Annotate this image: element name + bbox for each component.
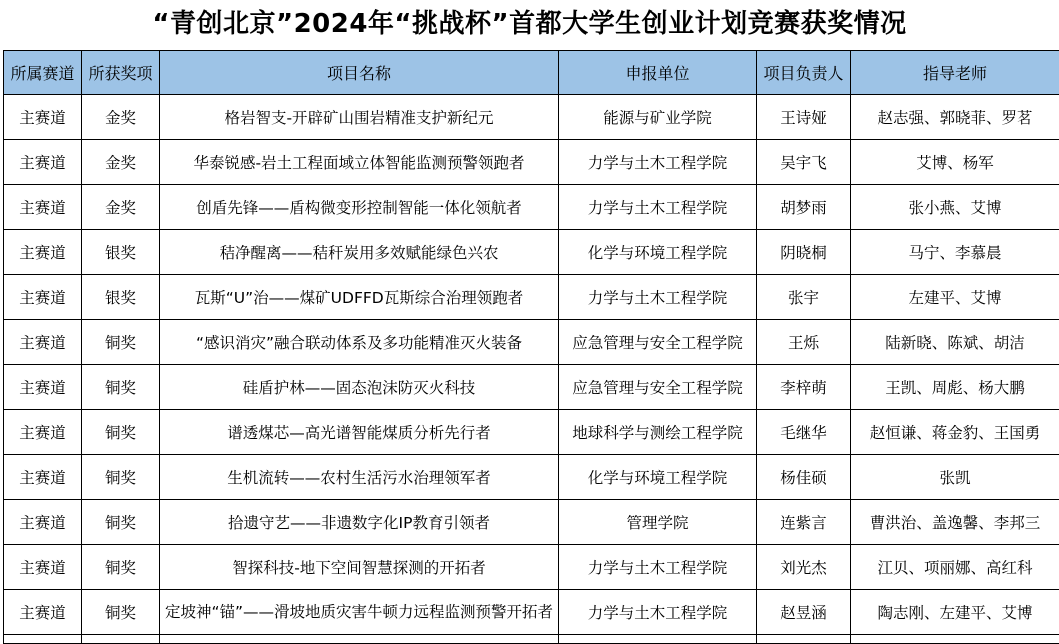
- table-row: [4, 95, 1059, 140]
- header-award: 所获奖项: [82, 51, 160, 95]
- table-row: [4, 545, 1059, 590]
- cell-project-name: 拾遗守艺——非遗数字化IP教育引领者: [160, 500, 559, 545]
- cell-empty: [559, 635, 757, 644]
- cell-empty: [851, 635, 1059, 644]
- cell-track: 主赛道: [4, 545, 82, 590]
- cell-advisor: 赵恒谦、蒋金豹、王国勇: [851, 410, 1059, 455]
- cell-track: 主赛道: [4, 320, 82, 365]
- table-row: [4, 185, 1059, 230]
- cell-leader: 刘光杰: [757, 545, 851, 590]
- cell-unit: 化学与环境工程学院: [559, 455, 757, 500]
- cell-track: 主赛道: [4, 455, 82, 500]
- cell-advisor: 陶志刚、左建平、艾博: [851, 590, 1059, 635]
- cell-track: 主赛道: [4, 365, 82, 410]
- cell-project-name: 格岩智支-开辟矿山围岩精准支护新纪元: [160, 95, 559, 140]
- cell-track: 主赛道: [4, 140, 82, 185]
- cell-award: 金奖: [82, 185, 160, 230]
- table-row: [4, 275, 1059, 320]
- cell-unit: 力学与土木工程学院: [559, 185, 757, 230]
- cell-award: 金奖: [82, 140, 160, 185]
- table-row: [4, 455, 1059, 500]
- cell-award: 银奖: [82, 230, 160, 275]
- cell-unit: 力学与土木工程学院: [559, 140, 757, 185]
- cell-award: 铜奖: [82, 500, 160, 545]
- table-row: [4, 230, 1059, 275]
- cell-unit: 地球科学与测绘工程学院: [559, 410, 757, 455]
- cell-track: 主赛道: [4, 275, 82, 320]
- cell-track: 主赛道: [4, 230, 82, 275]
- cell-leader: 胡梦雨: [757, 185, 851, 230]
- header-leader: 项目负责人: [757, 51, 851, 95]
- table-row: [4, 365, 1059, 410]
- cell-track: 主赛道: [4, 185, 82, 230]
- table-row: [4, 410, 1059, 455]
- cell-unit: 应急管理与安全工程学院: [559, 365, 757, 410]
- cell-project-name: 定坡神“锚”——滑坡地质灾害牛顿力远程监测预警开拓者: [160, 590, 559, 635]
- cell-unit: 能源与矿业学院: [559, 95, 757, 140]
- cell-unit: 应急管理与安全工程学院: [559, 320, 757, 365]
- cell-advisor: 张凯: [851, 455, 1059, 500]
- cell-track: 主赛道: [4, 590, 82, 635]
- cell-award: 铜奖: [82, 410, 160, 455]
- cell-award: 金奖: [82, 95, 160, 140]
- cell-leader: 王诗娅: [757, 95, 851, 140]
- cell-leader: 李梓萌: [757, 365, 851, 410]
- cell-award: 银奖: [82, 275, 160, 320]
- cell-advisor: 曹洪治、盖逸馨、李邦三: [851, 500, 1059, 545]
- table-row-partial: [4, 635, 1059, 644]
- cell-leader: 毛继华: [757, 410, 851, 455]
- cell-advisor: 赵志强、郭晓菲、罗茗: [851, 95, 1059, 140]
- cell-advisor: 左建平、艾博: [851, 275, 1059, 320]
- cell-advisor: 艾博、杨军: [851, 140, 1059, 185]
- cell-track: 主赛道: [4, 410, 82, 455]
- cell-leader: 张宇: [757, 275, 851, 320]
- cell-leader: 连紫言: [757, 500, 851, 545]
- cell-empty: [4, 635, 82, 644]
- cell-track: 主赛道: [4, 500, 82, 545]
- table-row: [4, 140, 1059, 185]
- cell-advisor: 江贝、项丽娜、高红科: [851, 545, 1059, 590]
- cell-project-name: 生机流转——农村生活污水治理领军者: [160, 455, 559, 500]
- cell-leader: 吴宇飞: [757, 140, 851, 185]
- cell-project-name: “感识消灾”融合联动体系及多功能精准灭火装备: [160, 320, 559, 365]
- header-row: [4, 51, 1059, 95]
- table-row: [4, 320, 1059, 365]
- table-row: [4, 590, 1059, 635]
- cell-project-name: 瓦斯“U”治——煤矿UDFFD瓦斯综合治理领跑者: [160, 275, 559, 320]
- cell-award: 铜奖: [82, 320, 160, 365]
- cell-unit: 化学与环境工程学院: [559, 230, 757, 275]
- cell-leader: 杨佳硕: [757, 455, 851, 500]
- cell-project-name: 硅盾护林——固态泡沫防灭火科技: [160, 365, 559, 410]
- cell-project-name: 秸净醒离——秸秆炭用多效赋能绿色兴农: [160, 230, 559, 275]
- cell-unit: 管理学院: [559, 500, 757, 545]
- cell-project-name: 谱透煤芯—高光谱智能煤质分析先行者: [160, 410, 559, 455]
- cell-empty: [757, 635, 851, 644]
- header-project-name: 项目名称: [160, 51, 559, 95]
- cell-award: 铜奖: [82, 545, 160, 590]
- cell-unit: 力学与土木工程学院: [559, 275, 757, 320]
- cell-empty: [160, 635, 559, 644]
- cell-project-name: 华泰锐感-岩土工程面域立体智能监测预警领跑者: [160, 140, 559, 185]
- cell-project-name: 智探科技-地下空间智慧探测的开拓者: [160, 545, 559, 590]
- cell-advisor: 马宁、李慕晨: [851, 230, 1059, 275]
- cell-award: 铜奖: [82, 455, 160, 500]
- header-track: 所属赛道: [4, 51, 82, 95]
- cell-leader: 赵昱涵: [757, 590, 851, 635]
- cell-empty: [82, 635, 160, 644]
- cell-leader: 王烁: [757, 320, 851, 365]
- table-row: [4, 500, 1059, 545]
- cell-advisor: 王凯、周彪、杨大鹏: [851, 365, 1059, 410]
- header-unit: 申报单位: [559, 51, 757, 95]
- cell-track: 主赛道: [4, 95, 82, 140]
- header-advisor: 指导老师: [851, 51, 1059, 95]
- cell-advisor: 张小燕、艾博: [851, 185, 1059, 230]
- awards-table: [3, 50, 1059, 644]
- cell-project-name: 创盾先锋——盾构微变形控制智能一体化领航者: [160, 185, 559, 230]
- cell-award: 铜奖: [82, 365, 160, 410]
- cell-advisor: 陆新晓、陈斌、胡洁: [851, 320, 1059, 365]
- cell-award: 铜奖: [82, 590, 160, 635]
- cell-unit: 力学与土木工程学院: [559, 590, 757, 635]
- page-title: “青创北京”2024年“挑战杯”首都大学生创业计划竞赛获奖情况: [0, 0, 1059, 48]
- cell-leader: 阴晓桐: [757, 230, 851, 275]
- cell-unit: 力学与土木工程学院: [559, 545, 757, 590]
